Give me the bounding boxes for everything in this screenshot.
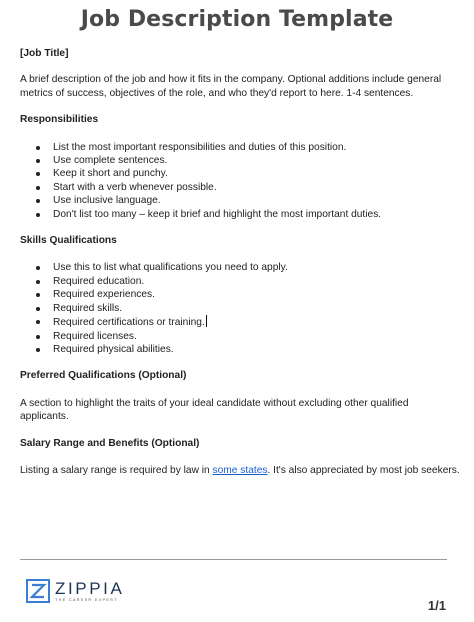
skills-heading: Skills Qualifications: [20, 235, 117, 247]
responsibilities-list: [20, 141, 460, 221]
zippia-z-icon: [26, 579, 50, 603]
preferred-paragraph: A section to highlight the traits of your ideal candidate without excluding other qualified applicants.: [20, 397, 409, 423]
list-item: Required licenses.: [20, 330, 460, 343]
document-body: [20, 47, 460, 477]
list-item: Use complete sentences.: [20, 154, 460, 167]
intro-paragraph: A brief description of the job and how it fits in the company. Optional additions include general metrics of success, objectives of the role, and who they'd report to here. 1-4 sentences.: [20, 74, 442, 99]
list-item: Required experiences.: [20, 288, 460, 301]
bullet-icon: [36, 320, 40, 324]
responsibilities-heading: Responsibilities: [20, 114, 99, 126]
list-item: Required skills.: [20, 302, 460, 315]
list-item: Keep it short and punchy.: [20, 167, 460, 180]
footer-divider: [20, 559, 447, 560]
list-item: Start with a verb whenever possible.: [20, 181, 460, 194]
bullet-icon: [36, 348, 40, 352]
list-item: Use this to list what qualifications you need to apply.: [20, 261, 460, 274]
page-title: Job Description Template: [80, 7, 394, 32]
list-item: Use inclusive language.: [20, 194, 460, 207]
list-item: List the most important responsibilities and duties of this position.: [20, 141, 460, 154]
bullet-icon: [36, 213, 40, 217]
bullet-icon: [36, 335, 40, 339]
salary-paragraph: Listing a salary range is required by law in some states. It's also appreciated by most job seekers.: [20, 464, 460, 476]
logo-tagline: THE CAREER EXPERT: [55, 597, 118, 602]
salary-heading: Salary Range and Benefits (Optional): [20, 437, 200, 449]
skills-list: [20, 261, 460, 356]
list-item: Don't list too many – keep it brief and highlight the most important duties.: [20, 208, 460, 221]
bullet-icon: [36, 159, 40, 163]
job-title-placeholder: [Job Title]: [20, 48, 69, 59]
zippia-logo: [26, 577, 124, 605]
list-item: Required physical abilities.: [20, 343, 460, 356]
text-cursor: [206, 315, 207, 327]
page-number: 1/1: [427, 598, 446, 613]
logo-name: ZIPPIA: [55, 578, 125, 598]
bullet-icon: [36, 293, 40, 297]
bullet-icon: [36, 307, 40, 311]
bullet-icon: [36, 199, 40, 203]
bullet-icon: [36, 280, 40, 284]
preferred-heading: Preferred Qualifications (Optional): [20, 370, 187, 382]
bullet-icon: [36, 186, 40, 190]
bullet-icon: [36, 146, 40, 150]
list-item: Required education.: [20, 275, 460, 288]
bullet-icon: [36, 172, 40, 176]
list-item: Required certifications or training.: [20, 315, 460, 329]
bullet-icon: [36, 266, 40, 270]
some-states-link[interactable]: some states: [212, 464, 268, 476]
